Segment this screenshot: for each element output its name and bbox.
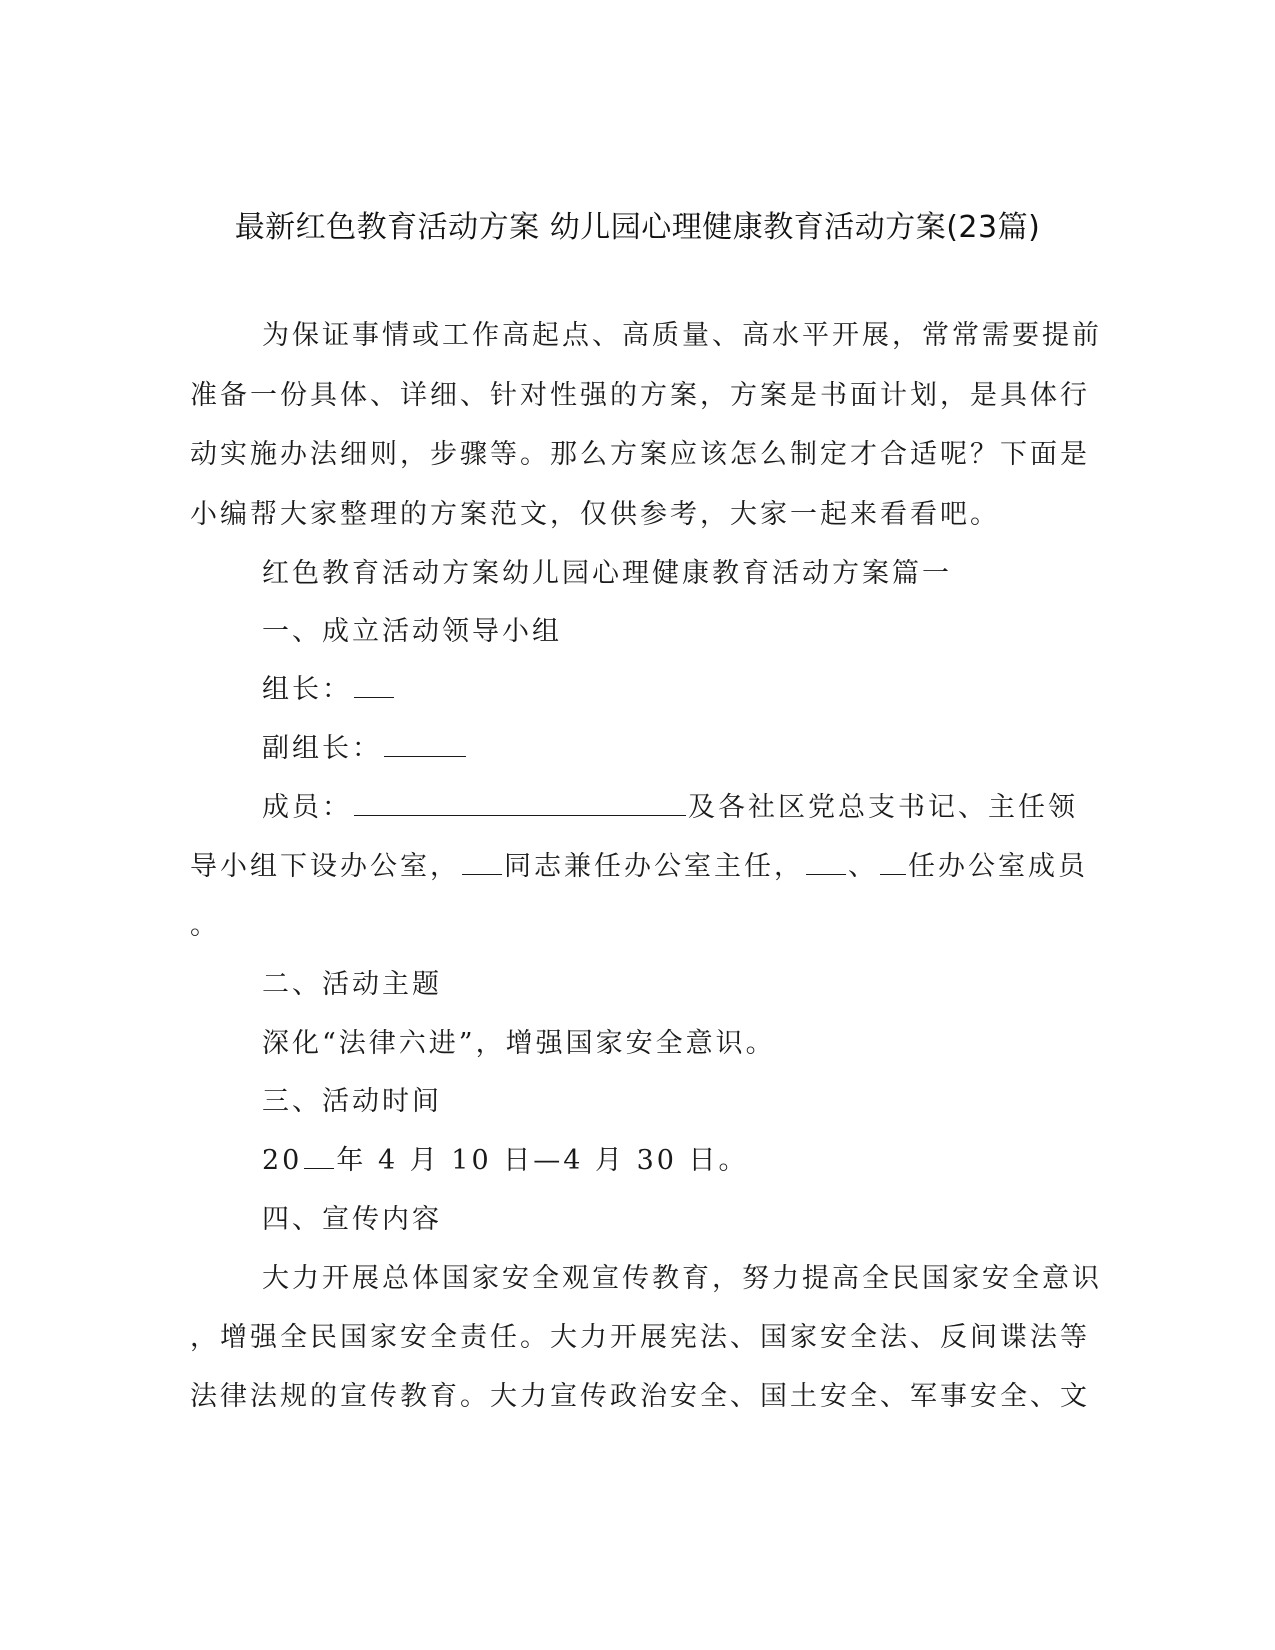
office-director-blank [462, 850, 502, 875]
time-year-blank [304, 1144, 334, 1169]
intro-line-4: 小编帮大家整理的方案范文，仅供参考，大家一起来看看吧。 [190, 499, 1000, 530]
heading-time: 三、活动时间 [262, 1086, 442, 1117]
time-text [262, 1131, 1082, 1191]
time-range: 年 4 月 10 日—4 月 30 日。 [336, 1145, 749, 1176]
members-line-3: 。 [190, 910, 220, 941]
members-after-blank: 及各社区党总支书记、主任领 [688, 792, 1078, 823]
content-line-3: 法律法规的宣传教育。大力宣传政治安全、国土安全、军事安全、文 [190, 1381, 1090, 1412]
intro-line-3: 动实施办法细则，步骤等。那么方案应该怎么制定才合适呢？下面是 [190, 439, 1090, 470]
heading-theme: 二、活动主题 [262, 969, 442, 1000]
deputy-leader-line [262, 719, 1082, 779]
leader-line [262, 660, 1082, 720]
members-line-1 [262, 778, 1082, 838]
office-member-blank-2 [880, 850, 906, 875]
heading-leadership-group: 一、成立活动领导小组 [262, 616, 562, 647]
office-text-b: 同志兼任办公室主任， [504, 851, 804, 882]
theme-text: 深化“法律六进”，增强国家安全意识。 [262, 1028, 776, 1059]
intro-line-2: 准备一份具体、详细、针对性强的方案，方案是书面计划，是具体行 [190, 380, 1090, 411]
leader-label: 组长： [262, 674, 352, 705]
section-title: 红色教育活动方案幼儿园心理健康教育活动方案篇一 [262, 558, 952, 589]
office-member-blank-1 [806, 850, 846, 875]
intro-line-1: 为保证事情或工作高起点、高质量、高水平开展，常常需要提前 [262, 320, 1102, 351]
office-text-c: 、 [848, 851, 878, 882]
deputy-blank [384, 732, 466, 757]
office-text-d: 任办公室成员 [908, 851, 1088, 882]
page-title: 最新红色教育活动方案 幼儿园心理健康教育活动方案(23篇) [234, 210, 1041, 245]
content-line-1: 大力开展总体国家安全观宣传教育，努力提高全民国家安全意识 [262, 1263, 1102, 1294]
deputy-label: 副组长： [262, 733, 382, 764]
members-label: 成员： [262, 792, 352, 823]
members-blank [354, 791, 686, 816]
time-year-prefix: 20 [262, 1145, 303, 1176]
office-text-a: 导小组下设办公室， [190, 851, 460, 882]
heading-content: 四、宣传内容 [262, 1204, 442, 1235]
members-line-2 [190, 837, 1088, 897]
leader-blank [354, 673, 394, 698]
content-line-2: ，增强全民国家安全责任。大力开展宪法、国家安全法、反间谍法等 [190, 1322, 1090, 1353]
